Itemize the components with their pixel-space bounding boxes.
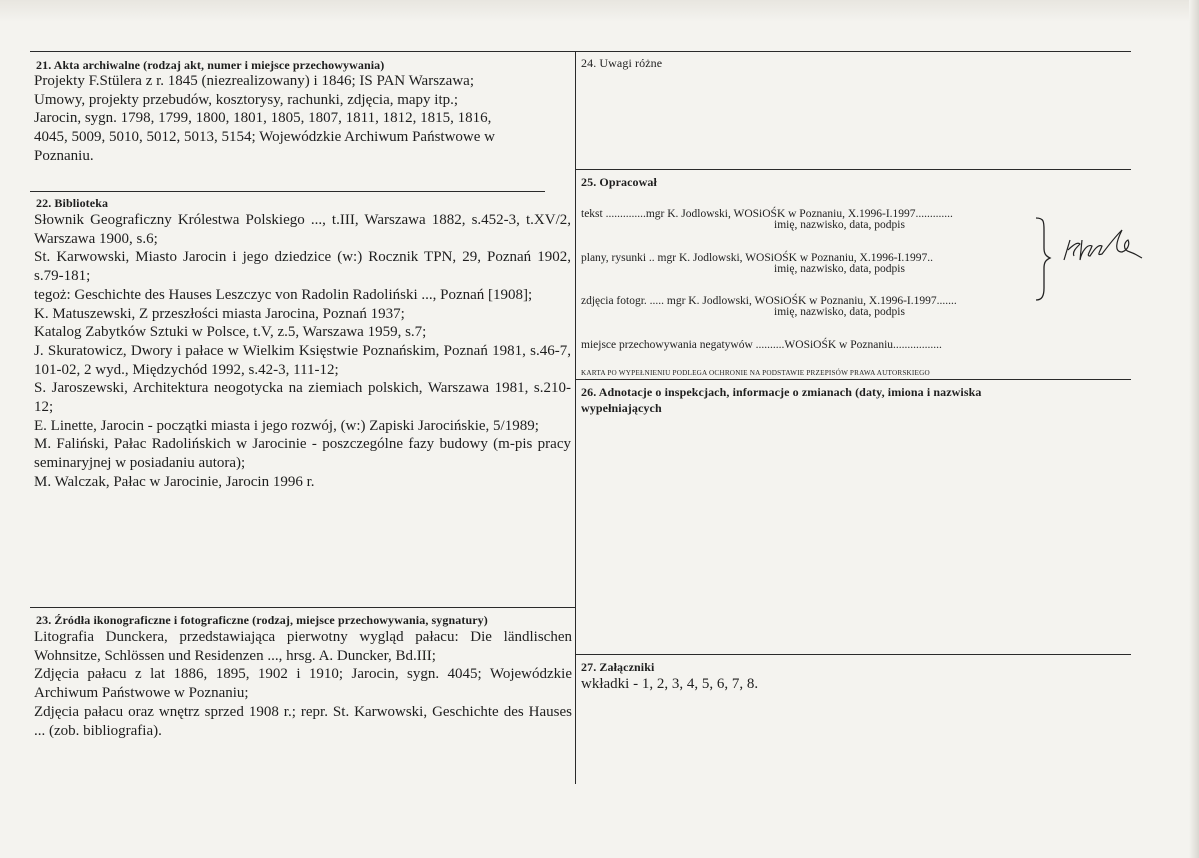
heading-26: 26. Adnotacje o inspekcjach, informacje o zmianach (daty, imiona i nazwiska [581,385,982,399]
rule-21-22 [30,191,545,192]
rule-24-25 [575,169,1131,170]
iconography-item: Zdjęcia pałacu oraz wnętrz sprzed 1908 r.; repr. St. Karwowski, Geschichte des Hauses ... (zob. bibliografia). [34,703,572,739]
scan-top-shadow [0,0,1199,22]
bibliography-item: S. Jaroszewski, Architektura neogotycka na ziemiach polskich, Warszawa 1981, s.210-12; [34,380,571,416]
archive-line: 4045, 5009, 5010, 5012, 5013, 5154; Wojewódzkie Archiwum Państwowe w [34,129,495,146]
archive-line: Jarocin, sygn. 1798, 1799, 1800, 1801, 1805, 1807, 1811, 1812, 1815, 1816, [34,110,492,127]
heading-22: 22. Biblioteka [36,196,109,210]
bibliography-list [34,211,571,492]
archive-text [34,72,570,166]
author-plans-caption: imię, nazwisko, data, podpis [774,263,905,275]
negatives-location: miejsce przechowywania negatywów ..........WOSiOŚK w Poznaniu................. [581,339,942,351]
author-text-caption: imię, nazwisko, data, podpis [774,219,905,231]
brace-and-signature [1030,200,1160,310]
heading-21: 21. Akta archiwalne (rodzaj akt, numer i miejsce przechowywania) [36,58,385,72]
heading-23: 23. Źródła ikonograficzne i fotograficzne (rodzaj, miejsce przechowywania, sygnatury) [36,613,488,627]
column-divider [575,51,576,784]
iconography-list [34,628,572,740]
bibliography-item: M. Faliński, Pałac Radolińskich w Jarocinie - poszczególne fazy budowy (m-pis pracy seminaryjnej w posiadaniu autora); [34,436,571,472]
author-text-line: tekst ..............mgr K. Jodlowski, WOSiOŚK w Poznaniu, X.1996-I.1997............. [581,208,953,220]
archive-line: Umowy, projekty przebudów, kosztorysy, rachunki, zdjęcia, mapy itp.; [34,91,459,108]
bibliography-item: J. Skuratowicz, Dwory i pałace w Wielkim Księstwie Poznańskim, Poznań 1981, s.46-7, 101-02, 2 wyd., Międzychód 1992, s.42-3, 111-12; [34,342,571,378]
iconography-item: Litografia Dunckera, przedstawiająca pierwotny wygląd pałacu: Die ländlischen Wohnsitze, Schlössen und Residenzen ..., hrsg. A. Duncker, Bd.III; [34,629,572,664]
attachments-text: wkładki - 1, 2, 3, 4, 5, 6, 7, 8. [581,676,759,692]
signature-mark [1064,230,1142,260]
author-photos-caption: imię, nazwisko, data, podpis [774,306,905,318]
heading-27: 27. Załączniki [581,660,655,674]
rule-26-27 [575,654,1131,655]
top-rule [30,51,1131,52]
bibliography-item: Katalog Zabytków Sztuki w Polsce, t.V, z.5, Warszawa 1959, s.7; [34,324,427,341]
bibliography-item: tegoż: Geschichte des Hauses Leszczyc von Radolin Radoliński ..., Poznań [1908]; [34,286,533,303]
brace-mark [1036,218,1050,300]
rule-25-26 [575,379,1131,380]
bibliography-item: Słownik Geograficzny Królestwa Polskiego ..., t.III, Warszawa 1882, s.452-3, t.XV/2, Warszawa 1900, s.6; [34,212,571,247]
heading-24: 24. Uwagi różne [581,56,663,70]
scan-right-edge [1189,0,1199,858]
heading-25: 25. Opracował [581,175,657,189]
bibliography-item: E. Linette, Jarocin - początki miasta i jego rozwój, (w:) Zapiski Jarocińskie, 5/1989; [34,417,539,434]
bibliography-item: M. Walczak, Pałac w Jarocinie, Jarocin 1996 r. [34,473,315,490]
bibliography-item: K. Matuszewski, Z przeszłości miasta Jarocina, Poznań 1937; [34,305,405,322]
author-photos-line: zdjęcia fotogr. ..... mgr K. Jodlowski, WOSiOŚK w Poznaniu, X.1996-I.1997....... [581,295,957,307]
bibliography-item: St. Karwowski, Miasto Jarocin i jego dziedzice (w:) Rocznik TPN, 29, Poznań 1902, s.79-181; [34,249,571,285]
rule-22-23 [30,607,575,608]
iconography-item: Zdjęcia pałacu z lat 1886, 1895, 1902 i 1910; Jarocin, sygn. 4045; Wojewódzkie Archiwum Państwowe w Poznaniu; [34,666,572,702]
archive-line: Projekty F.Stülera z r. 1845 (niezrealizowany) i 1846; IS PAN Warszawa; [34,73,475,89]
archive-line: Poznaniu. [34,147,94,164]
copyright-note: KARTA PO WYPEŁNIENIU PODLEGA OCHRONIE NA PODSTAWIE PRZEPISÓW PRAWA AUTORSKIEGO [581,369,930,377]
heading-26-cont: wypełniających [581,401,662,415]
author-plans-line: plany, rysunki .. mgr K. Jodlowski, WOSiOŚK w Poznaniu, X.1996-I.1997.. [581,252,934,264]
